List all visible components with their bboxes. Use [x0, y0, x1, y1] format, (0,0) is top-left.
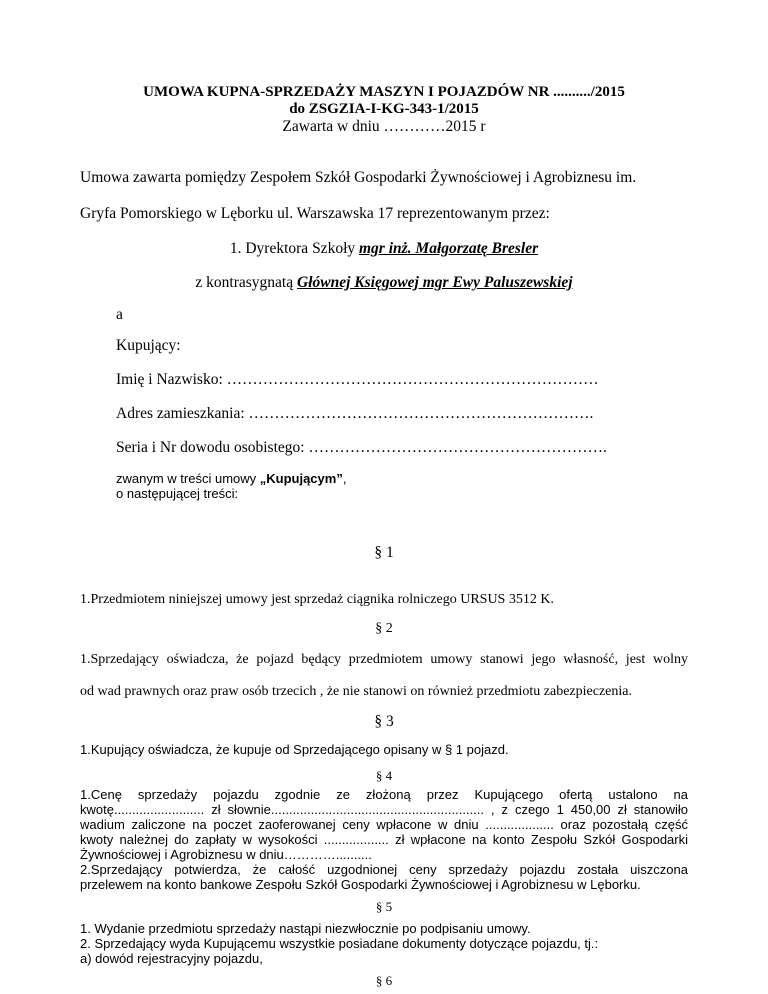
- section-4-line-5: Żywnościowej i Agrobiznesu w dniu…………..........: [80, 847, 372, 862]
- section-4-line-1: 1.Cenę sprzedaży pojazdu zgodnie ze złożoną przez Kupującego ofertą ustalono na: [80, 787, 688, 802]
- section-4-heading: § 4: [375, 768, 393, 783]
- section-2-line-1: 1.Sprzedający oświadcza, że pojazd będący przedmiotem umowy stanowi jego własność, jest wolny: [80, 652, 688, 667]
- section-4-line-2: kwotę......................... zł słownie........................................................... , z czego 1 450,00 zł stanowiło: [80, 802, 688, 817]
- buyer-called-name: „Kupującym”: [259, 471, 343, 486]
- countersignature-line: [0, 274, 768, 292]
- intro-line-1: Umowa zawarta pomiędzy Zespołem Szkół Gospodarki Żywnościowej i Agrobiznesu im.: [80, 169, 637, 186]
- representative-name: mgr inż. Małgorzatę Bresler: [359, 240, 539, 257]
- buyer-called-suffix: ,: [342, 471, 347, 486]
- countersignature-prefix: z kontrasygnatą: [195, 274, 297, 291]
- section-3-heading: § 3: [374, 713, 394, 730]
- and-conjunction: a: [116, 306, 123, 323]
- section-2-heading: § 2: [375, 621, 393, 636]
- section-4-line-6: 2.Sprzedający potwierdza, że całość uzgodnionej ceny sprzedaży pojazdu została uiszczona: [80, 862, 688, 877]
- buyer-address-field: Adres zamieszkania: ………………………………………………………….: [116, 405, 594, 422]
- buyer-label: Kupujący:: [116, 337, 181, 354]
- section-1-heading: § 1: [374, 544, 394, 561]
- buyer-id-field: Seria i Nr dowodu osobistego: ………………………………………………….: [116, 439, 607, 456]
- contract-title: UMOWA KUPNA-SPRZEDAŻY MASZYN I POJAZDÓW NR ........../2015: [143, 84, 625, 100]
- countersignature-name: Głównej Księgowej mgr Ewy Paluszewskiej: [297, 274, 573, 291]
- contract-date-line: Zawarta w dniu …………2015 r: [282, 118, 486, 135]
- buyer-called-line: [116, 471, 346, 486]
- section-1-text: 1.Przedmiotem niniejszej umowy jest sprzedaż ciągnika rolniczego URSUS 3512 K.: [80, 592, 554, 607]
- representative-line: [0, 240, 768, 258]
- section-4-line-4: kwoty należnej do zapłaty w wysokości .................. zł wpłacone na konto Zespołu Szkół Gospodarki: [80, 832, 688, 847]
- section-5-line-3: a) dowód rejestracyjny pojazdu,: [80, 951, 263, 966]
- section-3-text: 1.Kupujący oświadcza, że kupuje od Sprzedającego opisany w § 1 pojazd.: [80, 742, 509, 757]
- buyer-called-prefix: zwanym w treści umowy: [116, 471, 260, 486]
- section-5-heading: § 5: [375, 899, 393, 914]
- section-4-line-3: wadium zaliczone na poczet zaoferowanej ceny wpłacone w dniu ................... oraz pozostałą część: [80, 817, 688, 832]
- section-5-line-1: 1. Wydanie przedmiotu sprzedaży nastąpi niezwłocznie po podpisaniu umowy.: [80, 921, 531, 936]
- section-5-line-2: 2. Sprzedający wyda Kupującemu wszystkie posiadane dokumenty dotyczące pojazdu, tj.:: [80, 936, 599, 951]
- buyer-name-field: Imię i Nazwisko: ………………………………………………………………: [116, 371, 599, 388]
- contract-reference: do ZSGZIA-I-KG-343-1/2015: [289, 101, 479, 117]
- section-6-heading: § 6: [375, 973, 393, 988]
- intro-line-2: Gryfa Pomorskiego w Lęborku ul. Warszawska 17 reprezentowanym przez:: [80, 205, 550, 222]
- representative-prefix: 1. Dyrektora Szkoły: [229, 240, 359, 257]
- section-4-line-7: przelewem na konto bankowe Zespołu Szkół Gospodarki Żywnościowej i Agrobiznesu w Lęborku.: [80, 877, 641, 892]
- following-content-line: o następującej treści:: [116, 486, 239, 501]
- section-2-line-2: od wad prawnych oraz praw osób trzecich , że nie stanowi on również przedmiotu zabezpieczenia.: [80, 684, 632, 699]
